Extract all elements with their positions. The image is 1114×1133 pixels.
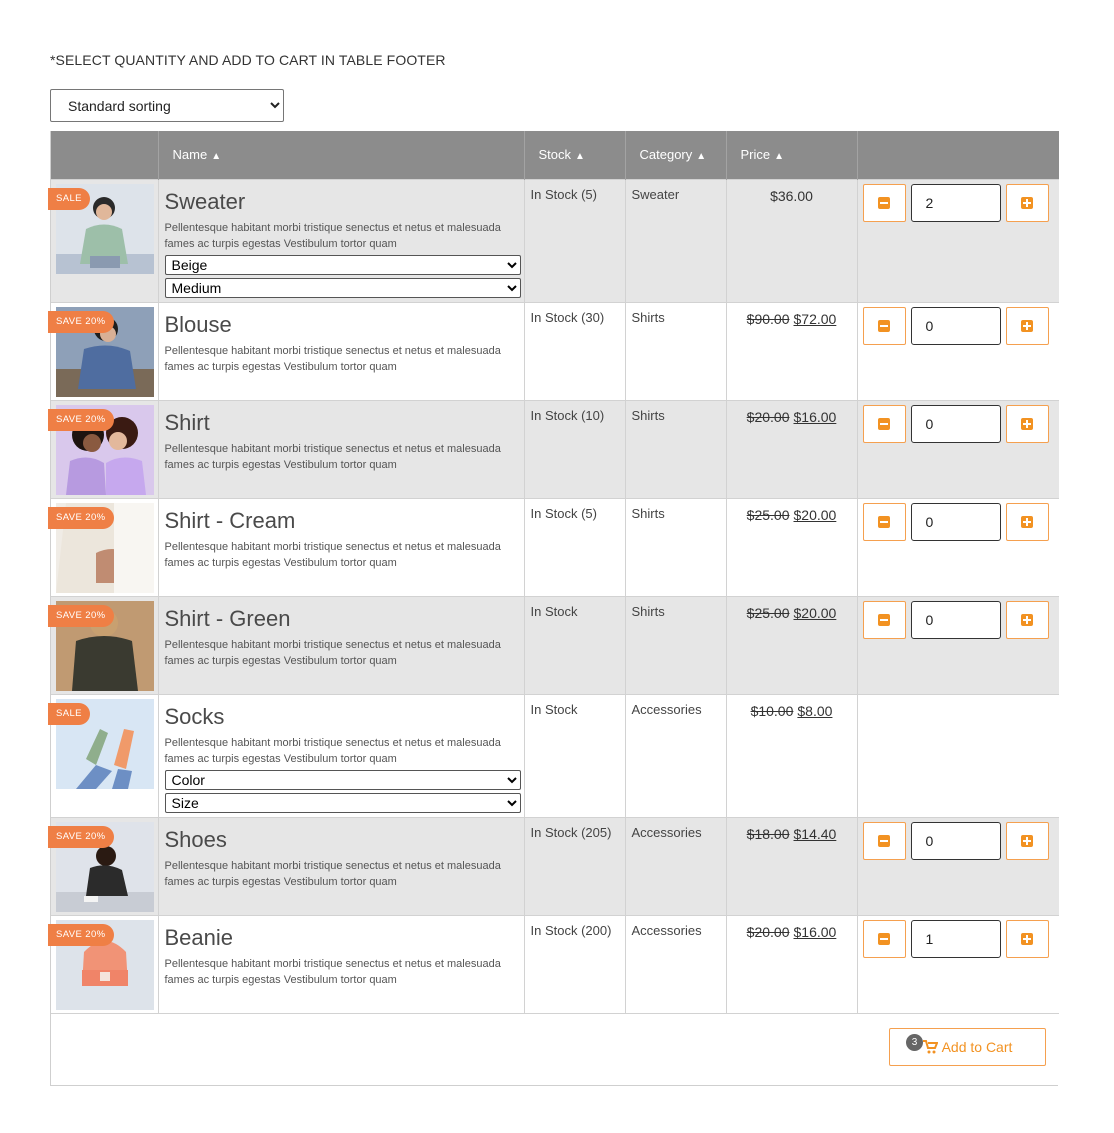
product-category: Accessories — [625, 915, 726, 1013]
increase-quantity-button[interactable] — [1006, 920, 1049, 958]
product-title[interactable]: Shirt — [164, 409, 210, 435]
increase-quantity-button[interactable] — [1006, 503, 1049, 541]
stock-status: In Stock — [524, 694, 625, 817]
quantity-input[interactable] — [911, 307, 1001, 345]
price-cell — [726, 400, 857, 498]
price-cell — [726, 596, 857, 694]
product-category: Shirts — [625, 400, 726, 498]
table-footer-row — [51, 1013, 1059, 1085]
product-name-cell — [158, 915, 524, 1013]
sale-price: $20.00 — [793, 604, 837, 621]
quantity-cell — [857, 302, 1059, 400]
minus-icon — [878, 418, 890, 430]
sale-price: $20.00 — [793, 506, 837, 523]
product-title[interactable]: Shirt - Green — [164, 605, 291, 631]
product-title[interactable]: Sweater — [164, 188, 246, 214]
minus-icon — [878, 516, 890, 528]
product-title[interactable]: Shoes — [164, 826, 227, 852]
header-price[interactable] — [726, 131, 857, 179]
table-row — [51, 179, 1059, 302]
quantity-cell — [857, 817, 1059, 915]
minus-icon — [878, 320, 890, 332]
sale-price: $8.00 — [797, 702, 833, 719]
decrease-quantity-button[interactable] — [863, 184, 906, 222]
product-name-cell — [158, 817, 524, 915]
stock-status: In Stock — [524, 596, 625, 694]
decrease-quantity-button[interactable] — [863, 822, 906, 860]
stock-status: In Stock (5) — [524, 179, 625, 302]
add-to-cart-label: Add to Cart — [941, 1038, 1013, 1055]
sale-badge: SAVE 20% — [48, 507, 114, 529]
product-description: Pellentesque habitant morbi tristique senectus et netus et malesuada fames ac turpis egestas Vestibulum tortor quam — [164, 859, 501, 888]
stock-status: In Stock (30) — [524, 302, 625, 400]
sort-icon: ▲︎ — [696, 151, 707, 163]
regular-price: $18.00 — [746, 825, 790, 842]
product-title[interactable]: Socks — [164, 703, 225, 729]
product-image-cell — [51, 817, 158, 915]
add-to-cart-button[interactable] — [889, 1028, 1046, 1066]
table-row — [51, 694, 1059, 817]
sale-price: $16.00 — [793, 923, 837, 940]
header-name[interactable] — [158, 131, 524, 179]
quantity-input[interactable] — [911, 601, 1001, 639]
product-table — [50, 131, 1058, 1086]
sale-badge: SALE — [48, 703, 90, 725]
table-row — [51, 498, 1059, 596]
sort-icon: ▲︎ — [211, 151, 222, 163]
price-cell — [726, 915, 857, 1013]
price-cell — [726, 302, 857, 400]
table-row — [51, 302, 1059, 400]
product-category: Accessories — [625, 694, 726, 817]
quantity-stepper — [863, 822, 1051, 860]
product-image-cell — [51, 302, 158, 400]
sale-badge: SAVE 20% — [48, 826, 114, 848]
decrease-quantity-button[interactable] — [863, 307, 906, 345]
cart-count-badge: 3 — [906, 1034, 923, 1051]
quantity-cell — [857, 179, 1059, 302]
table-footer — [51, 1013, 1059, 1085]
plus-icon — [1021, 933, 1033, 945]
quantity-stepper — [863, 920, 1051, 958]
quantity-cell — [857, 915, 1059, 1013]
table-row — [51, 596, 1059, 694]
product-image-cell — [51, 498, 158, 596]
plus-icon — [1021, 614, 1033, 626]
regular-price: $20.00 — [746, 923, 790, 940]
regular-price: $25.00 — [746, 506, 790, 523]
plus-icon — [1021, 320, 1033, 332]
regular-price: $90.00 — [746, 310, 790, 327]
product-name-cell — [158, 400, 524, 498]
sale-badge: SAVE 20% — [48, 924, 114, 946]
sale-price: $16.00 — [793, 408, 837, 425]
stock-status: In Stock (10) — [524, 400, 625, 498]
quantity-input[interactable] — [911, 822, 1001, 860]
product-description: Pellentesque habitant morbi tristique senectus et netus et malesuada fames ac turpis egestas Vestibulum tortor quam — [164, 344, 501, 373]
quantity-input[interactable] — [911, 405, 1001, 443]
plus-icon — [1021, 516, 1033, 528]
variation-select[interactable] — [165, 255, 521, 275]
quantity-cell — [857, 498, 1059, 596]
decrease-quantity-button[interactable] — [863, 405, 906, 443]
product-description: Pellentesque habitant morbi tristique senectus et netus et malesuada fames ac turpis egestas Vestibulum tortor quam — [164, 736, 501, 765]
sorting-select[interactable] — [50, 89, 284, 122]
regular-price: $10.00 — [750, 702, 794, 719]
product-description: Pellentesque habitant morbi tristique senectus et netus et malesuada fames ac turpis egestas Vestibulum tortor quam — [164, 638, 501, 667]
product-description: Pellentesque habitant morbi tristique senectus et netus et malesuada fames ac turpis egestas Vestibulum tortor quam — [164, 442, 501, 471]
product-name-cell — [158, 302, 524, 400]
header-image — [51, 131, 158, 179]
stock-status: In Stock (5) — [524, 498, 625, 596]
product-description: Pellentesque habitant morbi tristique senectus et netus et malesuada fames ac turpis egestas Vestibulum tortor quam — [164, 540, 501, 569]
product-name-cell — [158, 179, 524, 302]
minus-icon — [878, 197, 890, 209]
sort-icon: ▲︎ — [774, 151, 785, 163]
instruction-note: *SELECT QUANTITY AND ADD TO CART IN TABLE FOOTER — [50, 52, 446, 68]
sale-badge: SAVE 20% — [48, 311, 114, 333]
header-category[interactable] — [625, 131, 726, 179]
quantity-stepper — [863, 601, 1051, 639]
price: $36.00 — [770, 187, 813, 204]
product-image-cell — [51, 694, 158, 817]
product-name-cell — [158, 596, 524, 694]
product-category: Shirts — [625, 302, 726, 400]
product-name-cell — [158, 498, 524, 596]
cart-icon — [923, 1040, 938, 1054]
sale-price: $72.00 — [793, 310, 837, 327]
minus-icon — [878, 614, 890, 626]
increase-quantity-button[interactable] — [1006, 822, 1049, 860]
product-category: Shirts — [625, 596, 726, 694]
increase-quantity-button[interactable] — [1006, 601, 1049, 639]
increase-quantity-button[interactable] — [1006, 405, 1049, 443]
decrease-quantity-button[interactable] — [863, 920, 906, 958]
price-cell — [726, 498, 857, 596]
increase-quantity-button[interactable] — [1006, 307, 1049, 345]
quantity-stepper — [863, 405, 1051, 443]
header-name-label: Name — [172, 147, 208, 163]
product-image-cell — [51, 179, 158, 302]
decrease-quantity-button[interactable] — [863, 601, 906, 639]
increase-quantity-button[interactable] — [1006, 184, 1049, 222]
product-category: Sweater — [625, 179, 726, 302]
sale-badge: SALE — [48, 188, 90, 210]
quantity-cell — [857, 400, 1059, 498]
regular-price: $20.00 — [746, 408, 790, 425]
table-header-row — [51, 131, 1059, 179]
minus-icon — [878, 933, 890, 945]
product-category: Accessories — [625, 817, 726, 915]
sale-price: $14.40 — [793, 825, 837, 842]
product-image-cell — [51, 915, 158, 1013]
header-price-label: Price — [740, 147, 771, 163]
header-quantity — [857, 131, 1059, 179]
variation-select[interactable] — [165, 793, 521, 813]
stock-status: In Stock (200) — [524, 915, 625, 1013]
product-title[interactable]: Shirt - Cream — [164, 507, 296, 533]
product-title[interactable]: Blouse — [164, 311, 232, 337]
plus-icon — [1021, 197, 1033, 209]
quantity-cell — [857, 694, 1059, 817]
quantity-stepper — [863, 307, 1051, 345]
variation-select[interactable] — [165, 770, 521, 790]
quantity-stepper — [863, 184, 1051, 222]
product-image-cell — [51, 400, 158, 498]
price-cell — [726, 179, 857, 302]
product-description: Pellentesque habitant morbi tristique senectus et netus et malesuada fames ac turpis egestas Vestibulum tortor quam — [164, 221, 501, 250]
regular-price: $25.00 — [746, 604, 790, 621]
stock-status: In Stock (205) — [524, 817, 625, 915]
quantity-stepper — [863, 503, 1051, 541]
product-title[interactable]: Beanie — [164, 924, 234, 950]
price-cell — [726, 694, 857, 817]
product-name-cell — [158, 694, 524, 817]
product-image-cell — [51, 596, 158, 694]
quantity-input[interactable] — [911, 184, 1001, 222]
quantity-cell — [857, 596, 1059, 694]
header-stock[interactable] — [524, 131, 625, 179]
header-category-label: Category — [639, 147, 693, 163]
quantity-input[interactable] — [911, 920, 1001, 958]
decrease-quantity-button[interactable] — [863, 503, 906, 541]
minus-icon — [878, 835, 890, 847]
plus-icon — [1021, 835, 1033, 847]
table-row — [51, 400, 1059, 498]
header-stock-label: Stock — [538, 147, 572, 163]
variation-select[interactable] — [165, 278, 521, 298]
plus-icon — [1021, 418, 1033, 430]
table-row — [51, 915, 1059, 1013]
sort-icon: ▲︎ — [575, 151, 585, 163]
price-cell — [726, 817, 857, 915]
product-category: Shirts — [625, 498, 726, 596]
quantity-input[interactable] — [911, 503, 1001, 541]
sale-badge: SAVE 20% — [48, 409, 114, 431]
table-row — [51, 817, 1059, 915]
product-description: Pellentesque habitant morbi tristique senectus et netus et malesuada fames ac turpis egestas Vestibulum tortor quam — [164, 957, 501, 986]
sale-badge: SAVE 20% — [48, 605, 114, 627]
